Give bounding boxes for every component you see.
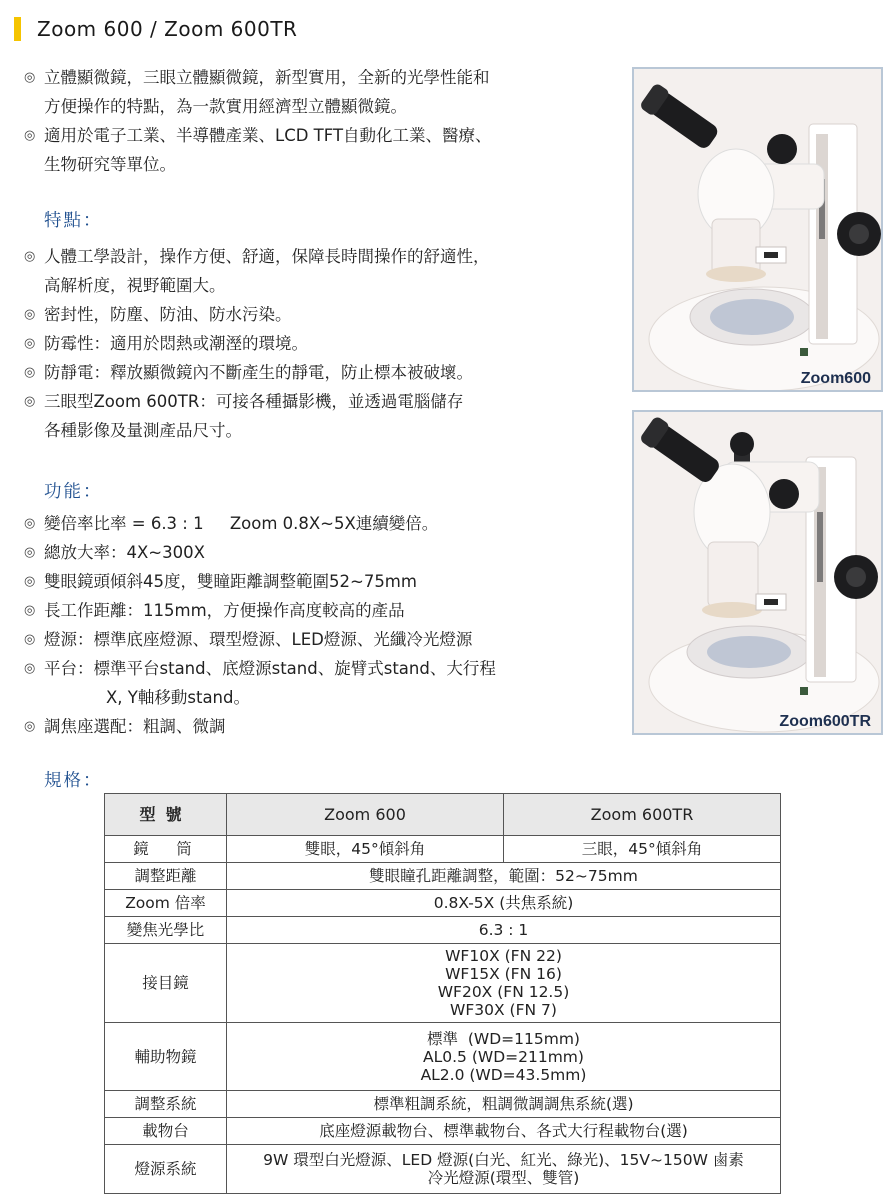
table-header-cell: 型號 — [105, 794, 227, 836]
page-title: Zoom 600 / Zoom 600TR — [37, 17, 298, 41]
table-cell: 三眼，45°傾斜角 — [504, 836, 781, 863]
product-photo-zoom600tr — [632, 410, 883, 735]
bullet-icon: ◎ — [24, 574, 36, 589]
table-row — [105, 836, 781, 863]
table-cell: 底座燈源載物台、標準載物台、各式大行程載物台(選) — [227, 1118, 781, 1145]
list-item: ◎ 調焦座選配：粗調、微調 — [24, 712, 496, 741]
row-label: Zoom 倍率 — [105, 890, 227, 917]
list-item: ◎ 燈源：標準底座燈源、環型燈源、LED燈源、光纖冷光燈源 — [24, 625, 496, 654]
spec-table — [104, 793, 781, 1194]
table-row — [105, 1118, 781, 1145]
table-cell: 標準粗調系統，粗調微調調焦系統(選) — [227, 1091, 781, 1118]
functions-heading: 功能： — [44, 482, 103, 502]
bullet-icon: ◎ — [24, 128, 36, 143]
bullet-icon: ◎ — [24, 545, 36, 560]
bullet-icon: ◎ — [24, 336, 36, 351]
list-item: ◎ 立體顯微鏡，三眼立體顯微鏡，新型實用，全新的光學性能和 方便操作的特點，為一款實用經濟型立體顯微鏡。 — [24, 63, 492, 121]
spec-heading: 規格： — [44, 771, 103, 791]
bullet-icon: ◎ — [24, 661, 36, 676]
table-header-cell: Zoom 600TR — [504, 794, 781, 836]
photo-caption: Zoom600 — [800, 370, 871, 387]
row-label: 鏡 筒 — [105, 836, 227, 863]
table-header-row — [105, 794, 781, 836]
row-label: 變焦光學比 — [105, 917, 227, 944]
table-cell: 雙眼瞳孔距離調整，範圍：52~75mm — [227, 863, 781, 890]
list-item: ◎ 防霉性：適用於悶熱或潮溼的環境。 — [24, 329, 490, 358]
list-item: ◎ 長工作距離：115mm，方便操作高度較高的產品 — [24, 596, 496, 625]
bullet-icon: ◎ — [24, 719, 36, 734]
table-row — [105, 890, 781, 917]
table-cell: 雙眼，45°傾斜角 — [227, 836, 504, 863]
functions-list — [24, 509, 496, 741]
table-row — [105, 863, 781, 890]
bullet-icon: ◎ — [24, 603, 36, 618]
table-header-cell: Zoom 600 — [227, 794, 504, 836]
row-label: 燈源系統 — [105, 1145, 227, 1194]
bullet-icon: ◎ — [24, 365, 36, 380]
list-item: ◎ 平台：標準平台stand、底燈源stand、旋臂式stand、大行程 X, Y軸移動stand。 — [24, 654, 496, 712]
table-cell: 9W 環型白光燈源、LED 燈源(白光、紅光、綠光)、15V~150W 鹵素 冷光燈源(環型、雙管) — [227, 1145, 781, 1194]
list-item: ◎ 總放大率：4X~300X — [24, 538, 496, 567]
row-label: 輔助物鏡 — [105, 1023, 227, 1091]
features-list — [24, 242, 490, 445]
table-row — [105, 1023, 781, 1091]
features-heading: 特點： — [44, 211, 103, 231]
table-row — [105, 1145, 781, 1194]
list-item: ◎ 人體工學設計，操作方便、舒適，保障長時間操作的舒適性， 高解析度，視野範圍大。 — [24, 242, 490, 300]
page-title-bar — [14, 16, 297, 42]
list-item: ◎ 變倍率比率 = 6.3 : 1 Zoom 0.8X~5X連續變倍。 — [24, 509, 496, 538]
intro-list — [24, 63, 492, 179]
table-cell: WF10X (FN 22) WF15X (FN 16) WF20X (FN 12.5) WF30X (FN 7) — [227, 944, 781, 1023]
list-item: ◎ 防靜電：釋放顯微鏡內不斷產生的靜電，防止標本被破壞。 — [24, 358, 490, 387]
list-item: ◎ 適用於電子工業、半導體產業、LCD TFT自動化工業、醫療、 生物研究等單位。 — [24, 121, 492, 179]
bullet-icon: ◎ — [24, 307, 36, 322]
list-item: ◎ 三眼型Zoom 600TR：可接各種攝影機，並透過電腦儲存 各種影像及量測產品尺寸。 — [24, 387, 490, 445]
table-cell: 6.3 : 1 — [227, 917, 781, 944]
row-label: 調整距離 — [105, 863, 227, 890]
bullet-icon: ◎ — [24, 632, 36, 647]
row-label: 載物台 — [105, 1118, 227, 1145]
bullet-icon: ◎ — [24, 249, 36, 264]
table-cell: 標準 (WD=115mm) AL0.5 (WD=211mm) AL2.0 (WD=43.5mm) — [227, 1023, 781, 1091]
bullet-icon: ◎ — [24, 516, 36, 531]
table-row — [105, 1091, 781, 1118]
title-accent-bar — [14, 17, 21, 41]
list-item: ◎ 密封性，防塵、防油、防水污染。 — [24, 300, 490, 329]
table-cell: 0.8X-5X (共焦系統) — [227, 890, 781, 917]
bullet-icon: ◎ — [24, 70, 36, 85]
table-row — [105, 917, 781, 944]
photo-caption: Zoom600TR — [779, 713, 871, 730]
product-photo-zoom600 — [632, 67, 883, 392]
microscope-trinocular-image — [634, 412, 881, 733]
list-item: ◎ 雙眼鏡頭傾斜45度，雙瞳距離調整範圍52~75mm — [24, 567, 496, 596]
row-label: 調整系統 — [105, 1091, 227, 1118]
microscope-image — [634, 69, 881, 390]
table-row — [105, 944, 781, 1023]
bullet-icon: ◎ — [24, 394, 36, 409]
row-label: 接目鏡 — [105, 944, 227, 1023]
